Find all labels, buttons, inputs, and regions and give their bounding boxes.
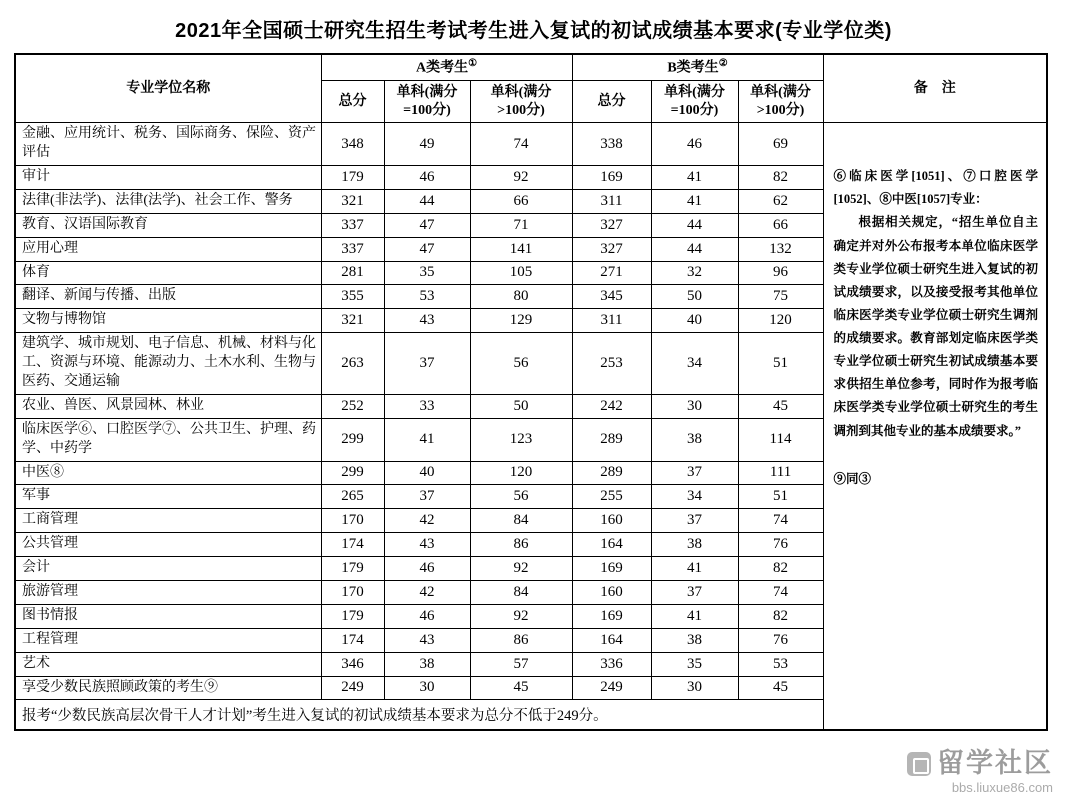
header-group-a xyxy=(321,54,572,81)
page xyxy=(0,14,1067,799)
major-name: 公共管理 xyxy=(15,533,321,557)
score-cell: 265 xyxy=(321,485,384,509)
score-cell: 141 xyxy=(470,237,572,261)
score-cell: 252 xyxy=(321,394,384,418)
score-cell: 86 xyxy=(470,533,572,557)
header-line: 单科(满分 xyxy=(490,85,552,101)
score-cell: 46 xyxy=(384,557,470,581)
score-cell: 30 xyxy=(651,394,738,418)
major-name: 艺术 xyxy=(15,652,321,676)
score-cell: 338 xyxy=(572,123,651,166)
score-cell: 45 xyxy=(470,676,572,700)
score-cell: 66 xyxy=(470,189,572,213)
score-cell: 105 xyxy=(470,261,572,285)
page-title: 2021年全国硕士研究生招生考试考生进入复试的初试成绩基本要求(专业学位类) xyxy=(175,20,892,42)
header-row-groups xyxy=(15,54,1047,81)
score-cell: 321 xyxy=(321,189,384,213)
major-name: 军事 xyxy=(15,485,321,509)
score-cell: 174 xyxy=(321,628,384,652)
footnote-1-marker: ① xyxy=(468,58,478,69)
header-line: 单科(满分 xyxy=(396,85,458,101)
score-cell: 41 xyxy=(651,604,738,628)
score-cell: 120 xyxy=(738,309,823,333)
major-name: 会计 xyxy=(15,557,321,581)
score-cell: 75 xyxy=(738,285,823,309)
score-cell: 96 xyxy=(738,261,823,285)
score-cell: 111 xyxy=(738,461,823,485)
header-group-b-label: B类考生 xyxy=(667,60,719,76)
score-cell: 271 xyxy=(572,261,651,285)
score-cell: 327 xyxy=(572,213,651,237)
score-cell: 123 xyxy=(470,418,572,461)
score-cell: 41 xyxy=(651,189,738,213)
liuxue-logo-icon xyxy=(907,752,931,776)
score-cell: 46 xyxy=(384,604,470,628)
score-cell: 44 xyxy=(384,189,470,213)
footnote-2-marker: ② xyxy=(718,58,728,69)
score-cell: 327 xyxy=(572,237,651,261)
score-cell: 41 xyxy=(384,418,470,461)
score-cell: 76 xyxy=(738,533,823,557)
major-name: 农业、兽医、风景园林、林业 xyxy=(15,394,321,418)
score-cell: 348 xyxy=(321,123,384,166)
score-cell: 179 xyxy=(321,557,384,581)
score-cell: 281 xyxy=(321,261,384,285)
score-cell: 86 xyxy=(470,628,572,652)
header-b-single-eq100 xyxy=(651,81,738,123)
major-name: 中医⑧ xyxy=(15,461,321,485)
score-cell: 44 xyxy=(651,237,738,261)
score-cell: 30 xyxy=(384,676,470,700)
watermark-top xyxy=(907,749,1053,779)
score-cell: 169 xyxy=(572,165,651,189)
score-cell: 170 xyxy=(321,509,384,533)
score-cell: 80 xyxy=(470,285,572,309)
score-cell: 43 xyxy=(384,533,470,557)
score-cell: 50 xyxy=(470,394,572,418)
header-remark: 备 注 xyxy=(823,54,1047,123)
major-name: 文物与博物馆 xyxy=(15,309,321,333)
score-cell: 50 xyxy=(651,285,738,309)
score-cell: 37 xyxy=(384,485,470,509)
score-cell: 253 xyxy=(572,333,651,395)
score-cell: 74 xyxy=(738,580,823,604)
header-line: 单科(满分 xyxy=(750,85,811,101)
score-cell: 62 xyxy=(738,189,823,213)
header-b-single-gt100 xyxy=(738,81,823,123)
score-cell: 164 xyxy=(572,628,651,652)
remark-paragraph: 根据相关规定，“招生单位自主确定并对外公布报考本单位临床医学类专业学位硕士研究生进入复试的初试成绩要求，以及接受报考其他单位临床医学类专业学位硕士研究生调剂的成绩要求。教育部划定临床医学类专业学位硕士研究生初试成绩基本要求供招生单位参考，同时作为报考临床医学类专业学位硕士研究生的考生调剂到其他专业的基本成绩要求。” xyxy=(833,215,1039,438)
score-cell: 47 xyxy=(384,237,470,261)
watermark xyxy=(907,749,1053,795)
score-cell: 84 xyxy=(470,580,572,604)
table-row xyxy=(15,123,1047,166)
score-cell: 321 xyxy=(321,309,384,333)
header-major: 专业学位名称 xyxy=(15,54,321,123)
table-header xyxy=(15,54,1047,123)
score-table xyxy=(14,53,1048,731)
score-cell: 76 xyxy=(738,628,823,652)
major-name: 临床医学⑥、口腔医学⑦、公共卫生、护理、药学、中药学 xyxy=(15,418,321,461)
score-cell: 40 xyxy=(651,309,738,333)
score-cell: 45 xyxy=(738,676,823,700)
major-name: 翻译、新闻与传播、出版 xyxy=(15,285,321,309)
score-cell: 92 xyxy=(470,604,572,628)
score-cell: 114 xyxy=(738,418,823,461)
score-cell: 299 xyxy=(321,418,384,461)
score-cell: 132 xyxy=(738,237,823,261)
score-cell: 57 xyxy=(470,652,572,676)
score-cell: 82 xyxy=(738,557,823,581)
table-body xyxy=(15,123,1047,731)
score-cell: 345 xyxy=(572,285,651,309)
score-cell: 47 xyxy=(384,213,470,237)
score-cell: 160 xyxy=(572,580,651,604)
score-cell: 38 xyxy=(651,418,738,461)
score-cell: 30 xyxy=(651,676,738,700)
major-name: 工程管理 xyxy=(15,628,321,652)
score-cell: 44 xyxy=(651,213,738,237)
score-cell: 56 xyxy=(470,333,572,395)
score-cell: 82 xyxy=(738,604,823,628)
score-cell: 32 xyxy=(651,261,738,285)
score-cell: 160 xyxy=(572,509,651,533)
score-cell: 299 xyxy=(321,461,384,485)
header-line: =100分) xyxy=(670,102,719,118)
score-cell: 74 xyxy=(470,123,572,166)
header-line: >100分) xyxy=(756,102,805,118)
major-name: 金融、应用统计、税务、国际商务、保险、资产评估 xyxy=(15,123,321,166)
score-cell: 38 xyxy=(384,652,470,676)
header-a-single-eq100 xyxy=(384,81,470,123)
score-cell: 66 xyxy=(738,213,823,237)
score-cell: 49 xyxy=(384,123,470,166)
remark-paragraph: ⑥临床医学[1051]、⑦口腔医学[1052]、⑧中医[1057]专业： xyxy=(833,169,1039,207)
score-cell: 34 xyxy=(651,333,738,395)
score-cell: 129 xyxy=(470,309,572,333)
header-group-b xyxy=(572,54,823,81)
score-cell: 42 xyxy=(384,580,470,604)
major-name: 工商管理 xyxy=(15,509,321,533)
score-cell: 74 xyxy=(738,509,823,533)
score-cell: 337 xyxy=(321,237,384,261)
score-cell: 34 xyxy=(651,485,738,509)
score-cell: 82 xyxy=(738,165,823,189)
score-cell: 263 xyxy=(321,333,384,395)
footer-note: 报考“少数民族高层次骨干人才计划”考生进入复试的初试成绩基本要求为总分不低于249分。 xyxy=(15,700,823,731)
major-name: 体育 xyxy=(15,261,321,285)
score-cell: 37 xyxy=(651,580,738,604)
score-cell: 174 xyxy=(321,533,384,557)
score-cell: 41 xyxy=(651,165,738,189)
score-cell: 179 xyxy=(321,604,384,628)
major-name: 审计 xyxy=(15,165,321,189)
header-line: >100分) xyxy=(497,102,545,118)
remark-cell xyxy=(823,123,1047,731)
score-cell: 92 xyxy=(470,165,572,189)
score-cell: 336 xyxy=(572,652,651,676)
score-cell: 33 xyxy=(384,394,470,418)
major-name: 享受少数民族照顾政策的考生⑨ xyxy=(15,676,321,700)
header-group-a-label: A类考生 xyxy=(415,60,469,76)
score-cell: 69 xyxy=(738,123,823,166)
score-cell: 179 xyxy=(321,165,384,189)
score-cell: 46 xyxy=(651,123,738,166)
score-cell: 84 xyxy=(470,509,572,533)
watermark-site-url: bbs.liuxue86.com xyxy=(951,779,1053,795)
major-name: 图书情报 xyxy=(15,604,321,628)
score-cell: 355 xyxy=(321,285,384,309)
score-cell: 311 xyxy=(572,189,651,213)
score-cell: 249 xyxy=(321,676,384,700)
score-cell: 43 xyxy=(384,628,470,652)
major-name: 法律(非法学)、法律(法学)、社会工作、警务 xyxy=(15,189,321,213)
score-cell: 37 xyxy=(651,509,738,533)
score-cell: 51 xyxy=(738,333,823,395)
score-cell: 120 xyxy=(470,461,572,485)
major-name: 教育、汉语国际教育 xyxy=(15,213,321,237)
score-cell: 242 xyxy=(572,394,651,418)
score-cell: 289 xyxy=(572,418,651,461)
header-line: 单科(满分 xyxy=(664,85,725,101)
score-cell: 92 xyxy=(470,557,572,581)
remark-paragraph: ⑨同③ xyxy=(833,471,872,486)
score-cell: 37 xyxy=(384,333,470,395)
score-cell: 289 xyxy=(572,461,651,485)
score-cell: 37 xyxy=(651,461,738,485)
score-cell: 311 xyxy=(572,309,651,333)
score-cell: 51 xyxy=(738,485,823,509)
score-cell: 42 xyxy=(384,509,470,533)
score-cell: 45 xyxy=(738,394,823,418)
score-cell: 346 xyxy=(321,652,384,676)
score-cell: 169 xyxy=(572,557,651,581)
score-cell: 255 xyxy=(572,485,651,509)
score-cell: 170 xyxy=(321,580,384,604)
score-cell: 35 xyxy=(384,261,470,285)
major-name: 旅游管理 xyxy=(15,580,321,604)
score-cell: 46 xyxy=(384,165,470,189)
score-cell: 71 xyxy=(470,213,572,237)
score-cell: 38 xyxy=(651,628,738,652)
score-cell: 53 xyxy=(384,285,470,309)
score-cell: 40 xyxy=(384,461,470,485)
watermark-site-name: 留学社区 xyxy=(937,748,1053,779)
score-cell: 53 xyxy=(738,652,823,676)
header-a-total: 总分 xyxy=(321,81,384,123)
header-line: =100分) xyxy=(403,102,451,118)
major-name: 应用心理 xyxy=(15,237,321,261)
score-cell: 38 xyxy=(651,533,738,557)
score-cell: 43 xyxy=(384,309,470,333)
score-cell: 164 xyxy=(572,533,651,557)
header-a-single-gt100 xyxy=(470,81,572,123)
major-name: 建筑学、城市规划、电子信息、机械、材料与化工、资源与环境、能源动力、土木水利、生物与医药、交通运输 xyxy=(15,333,321,395)
score-cell: 35 xyxy=(651,652,738,676)
score-cell: 41 xyxy=(651,557,738,581)
score-cell: 56 xyxy=(470,485,572,509)
score-cell: 337 xyxy=(321,213,384,237)
score-cell: 249 xyxy=(572,676,651,700)
header-b-total: 总分 xyxy=(572,81,651,123)
score-cell: 169 xyxy=(572,604,651,628)
